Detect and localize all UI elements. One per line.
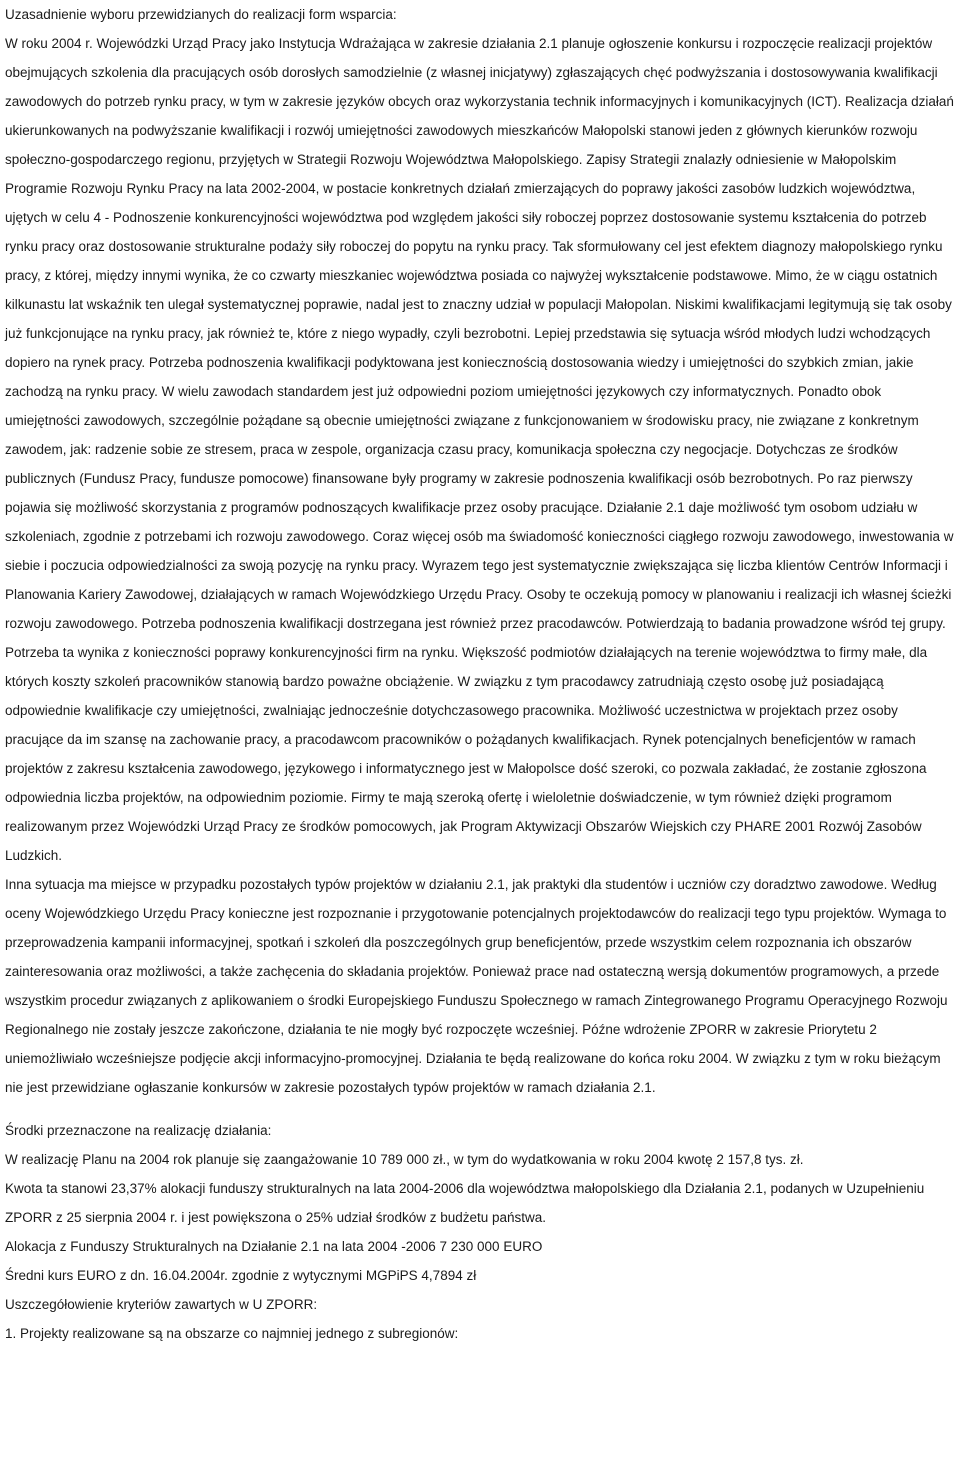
exchange-rate-line: Średni kurs EURO z dn. 16.04.2004r. zgodnie z wytycznymi MGPiPS 4,7894 zł [5, 1268, 477, 1283]
criteria-item-1: 1. Projekty realizowane są na obszarze co najmniej jednego z subregionów: [5, 1326, 459, 1341]
paragraph-2: Inna sytuacja ma miejsce w przypadku pozostałych typów projektów w działaniu 2.1, jak praktyki dla studentów i uczniów czy doradztwo zawodowe. Według oceny Wojewódzkiego Urzędu Pracy konieczne jest rozpoznanie i przygotowanie potencjalnych projektodawców do realizacji tego typu projektów. Wymaga to przeprowadzenia kampanii informacyjnej, spotkań i szkoleń dla poszczególnych grup beneficjentów, przede wszystkim celem rozpoznania ich obszarów zainteresowania oraz możliwości, a także zachęcenia do składania projektów. Ponieważ prace nad ostateczną wersją dokumentów programowych, a przede wszystkim procedur związanych z aplikowaniem o środki Europejskiego Funduszu Społecznego w ramach Zintegrowanego Programu Operacyjnego Rozwoju Regionalnego nie zostały jeszcze zakończone, działania te nie mogły być rozpoczęte wcześniej. Późne wdrożenie ZPORR w zakresie Priorytetu 2 uniemożliwiało wcześniejsze podjęcie akcji informacyjno-promocyjnej. Działania te będą realizowane do końca roku 2004. W związku z tym w roku bieżącym nie jest przewidziane ogłaszanie konkursów w zakresie pozostałych typów projektów w ramach działania 2.1. [5, 877, 948, 1095]
funds-heading: Środki przeznaczone na realizację działania: [5, 1123, 272, 1138]
paragraph-1: W roku 2004 r. Wojewódzki Urząd Pracy jako Instytucja Wdrażająca w zakresie działania 2.1 planuje ogłoszenie konkursu i rozpoczęcie realizacji projektów obejmujących szkolenia dla pracujących osób dorosłych samodzielnie (z własnej inicjatywy) zgłaszających chęć podwyższania i dostosowywania kwalifikacji zawodowych do potrzeb rynku pracy, w tym w zakresie języków obcych oraz wykorzystania technik informacyjnych i komunikacyjnych (ICT). Realizacja działań ukierunkowanych na podwyższanie kwalifikacji i rozwój umiejętności zawodowych mieszkańców Małopolski stanowi jeden z głównych kierunków rozwoju społeczno-gospodarczego regionu, przyjętych w Strategii Rozwoju Województwa Małopolskiego. Zapisy Strategii znalazły odniesienie w Małopolskim Programie Rozwoju Rynku Pracy na lata 2002-2004, w postacie konkretnych działań zmierzających do poprawy jakości zasobów ludzkich województwa, ujętych w celu 4 - Podnoszenie konkurencyjności województwa pod względem jakości siły roboczej poprzez dostosowanie systemu kształcenia do potrzeb rynku pracy oraz dostosowanie strukturalne podaży siły roboczej do popytu na rynku pracy. Tak sformułowany cel jest efektem diagnozy małopolskiego rynku pracy, z której, między innymi wynika, że co czwarty mieszkaniec województwa posiada co najwyżej wykształcenie podstawowe. Mimo, że w ciągu ostatnich kilkunastu lat wskaźnik ten ulegał systematycznej poprawie, nadal jest to znaczny udział w populacji Małopolan. Niskimi kwalifikacjami legitymują się tak osoby już funkcjonujące na rynku pracy, jak również te, które z niego wypadły, czyli bezrobotni. Lepiej przedstawia się sytuacja wśród młodych ludzi wchodzących dopiero na rynek pracy. Potrzeba podnoszenia kwalifikacji podyktowana jest koniecznością dostosowania wiedzy i umiejętności do szybkich zmian, jakie zachodzą na rynku pracy. W wielu zawodach standardem jest już odpowiedni poziom umiejętności językowych czy informatycznych. Ponadto obok umiejętności zawodowych, szczególnie pożądane są obecnie umiejętności związane z funkcjonowaniem w środowisku pracy, nie związane z konkretnym zawodem, jak: radzenie sobie ze stresem, praca w zespole, organizacja czasu pracy, komunikacja społeczna czy negocjacje. Dotychczas ze środków publicznych (Fundusz Pracy, fundusze pomocowe) finansowane były programy w zakresie podnoszenia kwalifikacji osób bezrobotnych. Po raz pierwszy pojawia się możliwość skorzystania z programów podnoszących kwalifikacje przez osoby pracujące. Działanie 2.1 daje możliwość tym osobom udziału w szkoleniach, zgodnie z potrzebami ich rozwoju zawodowego. Coraz więcej osób ma świadomość konieczności ciągłego rozwoju zawodowego, inwestowania w siebie i poczucia odpowiedzialności za swoją pozycję na rynku pracy. Wyrazem tego jest systematycznie zwiększająca się liczba klientów Centrów Informacji i Planowania Kariery Zawodowej, działających w ramach Wojewódzkiego Urzędu Pracy. Osoby te oczekują pomocy w planowaniu i realizacji ich własnej ścieżki rozwoju zawodowego. Potrzeba podnoszenia kwalifikacji dostrzegana jest również przez pracodawców. Potwierdzają to badania prowadzone wśród tej grupy. Potrzeba ta wynika z konieczności poprawy konkurencyjności firm na rynku. Większość podmiotów działających na terenie województwa to firmy małe, dla których koszty szkoleń pracowników stanowią bardzo poważne obciążenie. W związku z tym pracodawcy zatrudniają często osobę już posiadającą odpowiednie kwalifikacje czy umiejętności, zwalniając jednocześnie dotychczasowego pracownika. Możliwość uczestnictwa w projektach przez osoby pracujące da im szansę na zachowanie pracy, a pracodawcom pracowników o pożądanych kwalifikacjach. Rynek potencjalnych beneficjentów w ramach projektów z zakresu kształcenia zawodowego, językowego i informatycznego jest w Małopolsce dość szeroki, co pozwala zakładać, że zostanie zgłoszona odpowiednia liczba projektów, na odpowiednim poziomie. Firmy te mają szeroką ofertę i wieloletnie doświadczenie, w tym również dzięki programom realizowanym przez Wojewódzki Urząd Pracy ze środków pomocowych, jak Program Aktywizacji Obszarów Wiejskich czy PHARE 2001 Rozwój Zasobów Ludzkich. [5, 36, 954, 863]
funds-line-2: Kwota ta stanowi 23,37% alokacji funduszy strukturalnych na lata 2004-2006 dla województwa małopolskiego dla Działania 2.1, podanych w Uzupełnieniu ZPORR z 25 sierpnia 2004 r. i jest powiększona o 25% udział środków z budżetu państwa. [5, 1181, 925, 1225]
paragraph-spacer [5, 1102, 957, 1116]
funds-line-1: W realizację Planu na 2004 rok planuje się zaangażowanie 10 789 000 zł., w tym do wydatkowania w roku 2004 kwotę 2 157,8 tys. zł. [5, 1152, 804, 1167]
document-page [5, 0, 957, 1348]
allocation-line: Alokacja z Funduszy Strukturalnych na Działanie 2.1 na lata 2004 -2006 7 230 000 EURO [5, 1239, 543, 1254]
section-heading: Uzasadnienie wyboru przewidzianych do realizacji form wsparcia: [5, 7, 397, 22]
criteria-heading: Uszczegółowienie kryteriów zawartych w U ZPORR: [5, 1297, 318, 1312]
